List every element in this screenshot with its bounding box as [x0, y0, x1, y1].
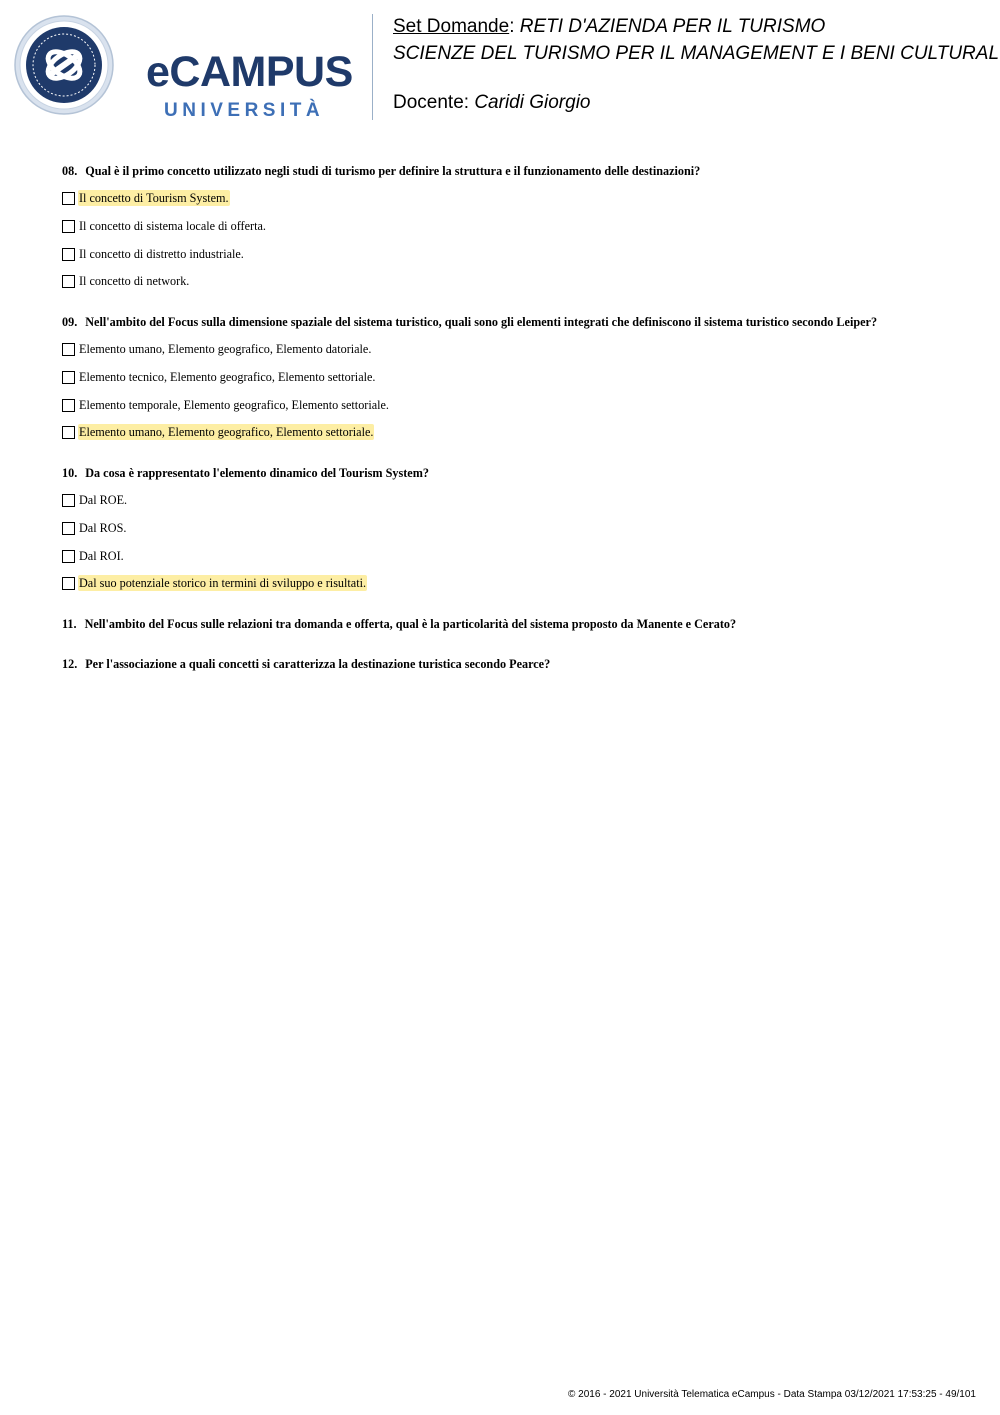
question-text: Nell'ambito del Focus sulle relazioni tra domanda e offerta, qual è la particolarità del sistema proposto da Manente e Cerato? [84, 617, 737, 631]
question-number: 08. [62, 164, 78, 178]
question-09 [62, 316, 877, 328]
answer-checkbox[interactable] [62, 371, 75, 384]
answer-text: Dal ROE. [79, 493, 128, 507]
question-number: 09. [62, 315, 78, 329]
answer-option[interactable] [62, 246, 245, 262]
answer-option[interactable] [62, 369, 376, 385]
answer-checkbox[interactable] [62, 426, 75, 439]
ecampus-seal-icon [14, 15, 118, 115]
question-08 [62, 165, 700, 177]
answer-checkbox[interactable] [62, 275, 75, 288]
page-footer: © 2016 - 2021 Università Telematica eCampus - Data Stampa 03/12/2021 17:53:25 - 49/101 [568, 1389, 976, 1400]
course-subtitle: SCIENZE DEL TURISMO PER IL MANAGEMENT E I BENI CULTURAL [393, 43, 1000, 64]
answer-checkbox[interactable] [62, 494, 75, 507]
logo-wordmark: eCAMPUS [146, 48, 353, 96]
question-number: 10. [62, 466, 78, 480]
answer-option[interactable] [62, 575, 367, 591]
question-11 [62, 618, 736, 630]
answer-option[interactable] [62, 492, 128, 508]
answer-checkbox[interactable] [62, 248, 75, 261]
question-text: Nell'ambito del Focus sulla dimensione spaziale del sistema turistico, quali sono gli elementi integrati che definiscono il sistema turistico secondo Leiper? [85, 315, 878, 329]
answer-option[interactable] [62, 397, 390, 413]
answer-option[interactable] [62, 520, 127, 536]
answer-option[interactable] [62, 273, 190, 289]
answer-option[interactable] [62, 190, 230, 206]
answer-checkbox[interactable] [62, 192, 75, 205]
question-text: Per l'associazione a quali concetti si caratterizza la destinazione turistica secondo Pearce? [85, 657, 551, 671]
question-10 [62, 467, 429, 479]
answer-option[interactable] [62, 218, 267, 234]
set-label: Set Domande [393, 16, 510, 37]
answer-option[interactable] [62, 424, 374, 440]
answer-checkbox[interactable] [62, 577, 75, 590]
answer-text: Elemento umano, Elemento geografico, Elemento datoriale. [79, 342, 372, 356]
question-text: Qual è il primo concetto utilizzato negli studi di turismo per definire la struttura e il funzionamento delle destinazioni? [85, 164, 701, 178]
answer-text: Il concetto di sistema locale di offerta. [79, 219, 266, 233]
course-title: RETI D'AZIENDA PER IL TURISMO [519, 16, 826, 37]
question-12 [62, 658, 550, 670]
answer-option[interactable] [62, 548, 125, 564]
answer-checkbox[interactable] [62, 550, 75, 563]
answer-text: Il concetto di network. [79, 274, 190, 288]
page-header [0, 0, 1000, 130]
teacher-name: Caridi Giorgio [474, 92, 591, 113]
answer-checkbox[interactable] [62, 343, 75, 356]
answer-text: Il concetto di Tourism System. [79, 191, 229, 205]
teacher-line [393, 93, 590, 112]
question-text: Da cosa è rappresentato l'elemento dinamico del Tourism System? [85, 466, 429, 480]
answer-text: Dal ROS. [79, 521, 127, 535]
answer-checkbox[interactable] [62, 220, 75, 233]
answer-text: Elemento temporale, Elemento geografico, Elemento settoriale. [79, 398, 389, 412]
question-number: 11. [62, 617, 77, 631]
logo-subtitle: UNIVERSITÀ [164, 100, 325, 121]
answer-option[interactable] [62, 341, 372, 357]
answer-text: Elemento umano, Elemento geografico, Elemento settoriale. [79, 425, 374, 439]
answer-checkbox[interactable] [62, 522, 75, 535]
ecampus-logo [14, 15, 359, 121]
question-number: 12. [62, 657, 78, 671]
answer-text: Dal ROI. [79, 549, 124, 563]
answer-checkbox[interactable] [62, 399, 75, 412]
answer-text: Il concetto di distretto industriale. [79, 247, 244, 261]
set-title-line [393, 17, 825, 36]
header-divider [372, 14, 373, 120]
teacher-label: Docente: [393, 92, 475, 113]
answer-text: Dal suo potenziale storico in termini di sviluppo e risultati. [79, 576, 367, 590]
set-separator: : [509, 16, 520, 37]
answer-text: Elemento tecnico, Elemento geografico, Elemento settoriale. [79, 370, 376, 384]
